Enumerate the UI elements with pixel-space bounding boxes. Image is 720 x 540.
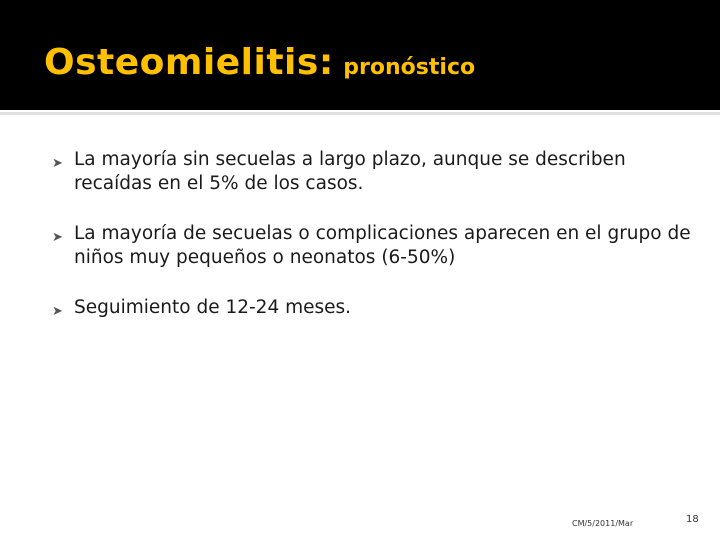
bullet-text: Seguimiento de 12-24 meses. xyxy=(74,297,352,318)
bullet-item xyxy=(52,296,692,320)
page-number: 18 xyxy=(686,514,699,525)
bullet-item xyxy=(52,148,692,196)
title-main-text: Osteomielitis: xyxy=(44,42,334,83)
slide-title xyxy=(44,42,475,83)
arrow-bullet-icon: ➤ xyxy=(52,156,63,171)
arrow-bullet-icon: ➤ xyxy=(52,304,63,319)
bullet-item xyxy=(52,222,692,270)
title-divider xyxy=(0,112,720,115)
arrow-bullet-icon: ➤ xyxy=(52,230,63,245)
bullet-list xyxy=(52,148,692,346)
title-subtitle-text: pronóstico xyxy=(343,55,476,80)
bullet-text: La mayoría sin secuelas a largo plazo, aunque se describen recaídas en el 5% de los casos. xyxy=(74,149,626,194)
bullet-text: La mayoría de secuelas o complicaciones aparecen en el grupo de niños muy pequeños o neonatos (6-50%) xyxy=(74,223,691,268)
footer-text: CM/5/2011/Mar xyxy=(572,519,634,528)
